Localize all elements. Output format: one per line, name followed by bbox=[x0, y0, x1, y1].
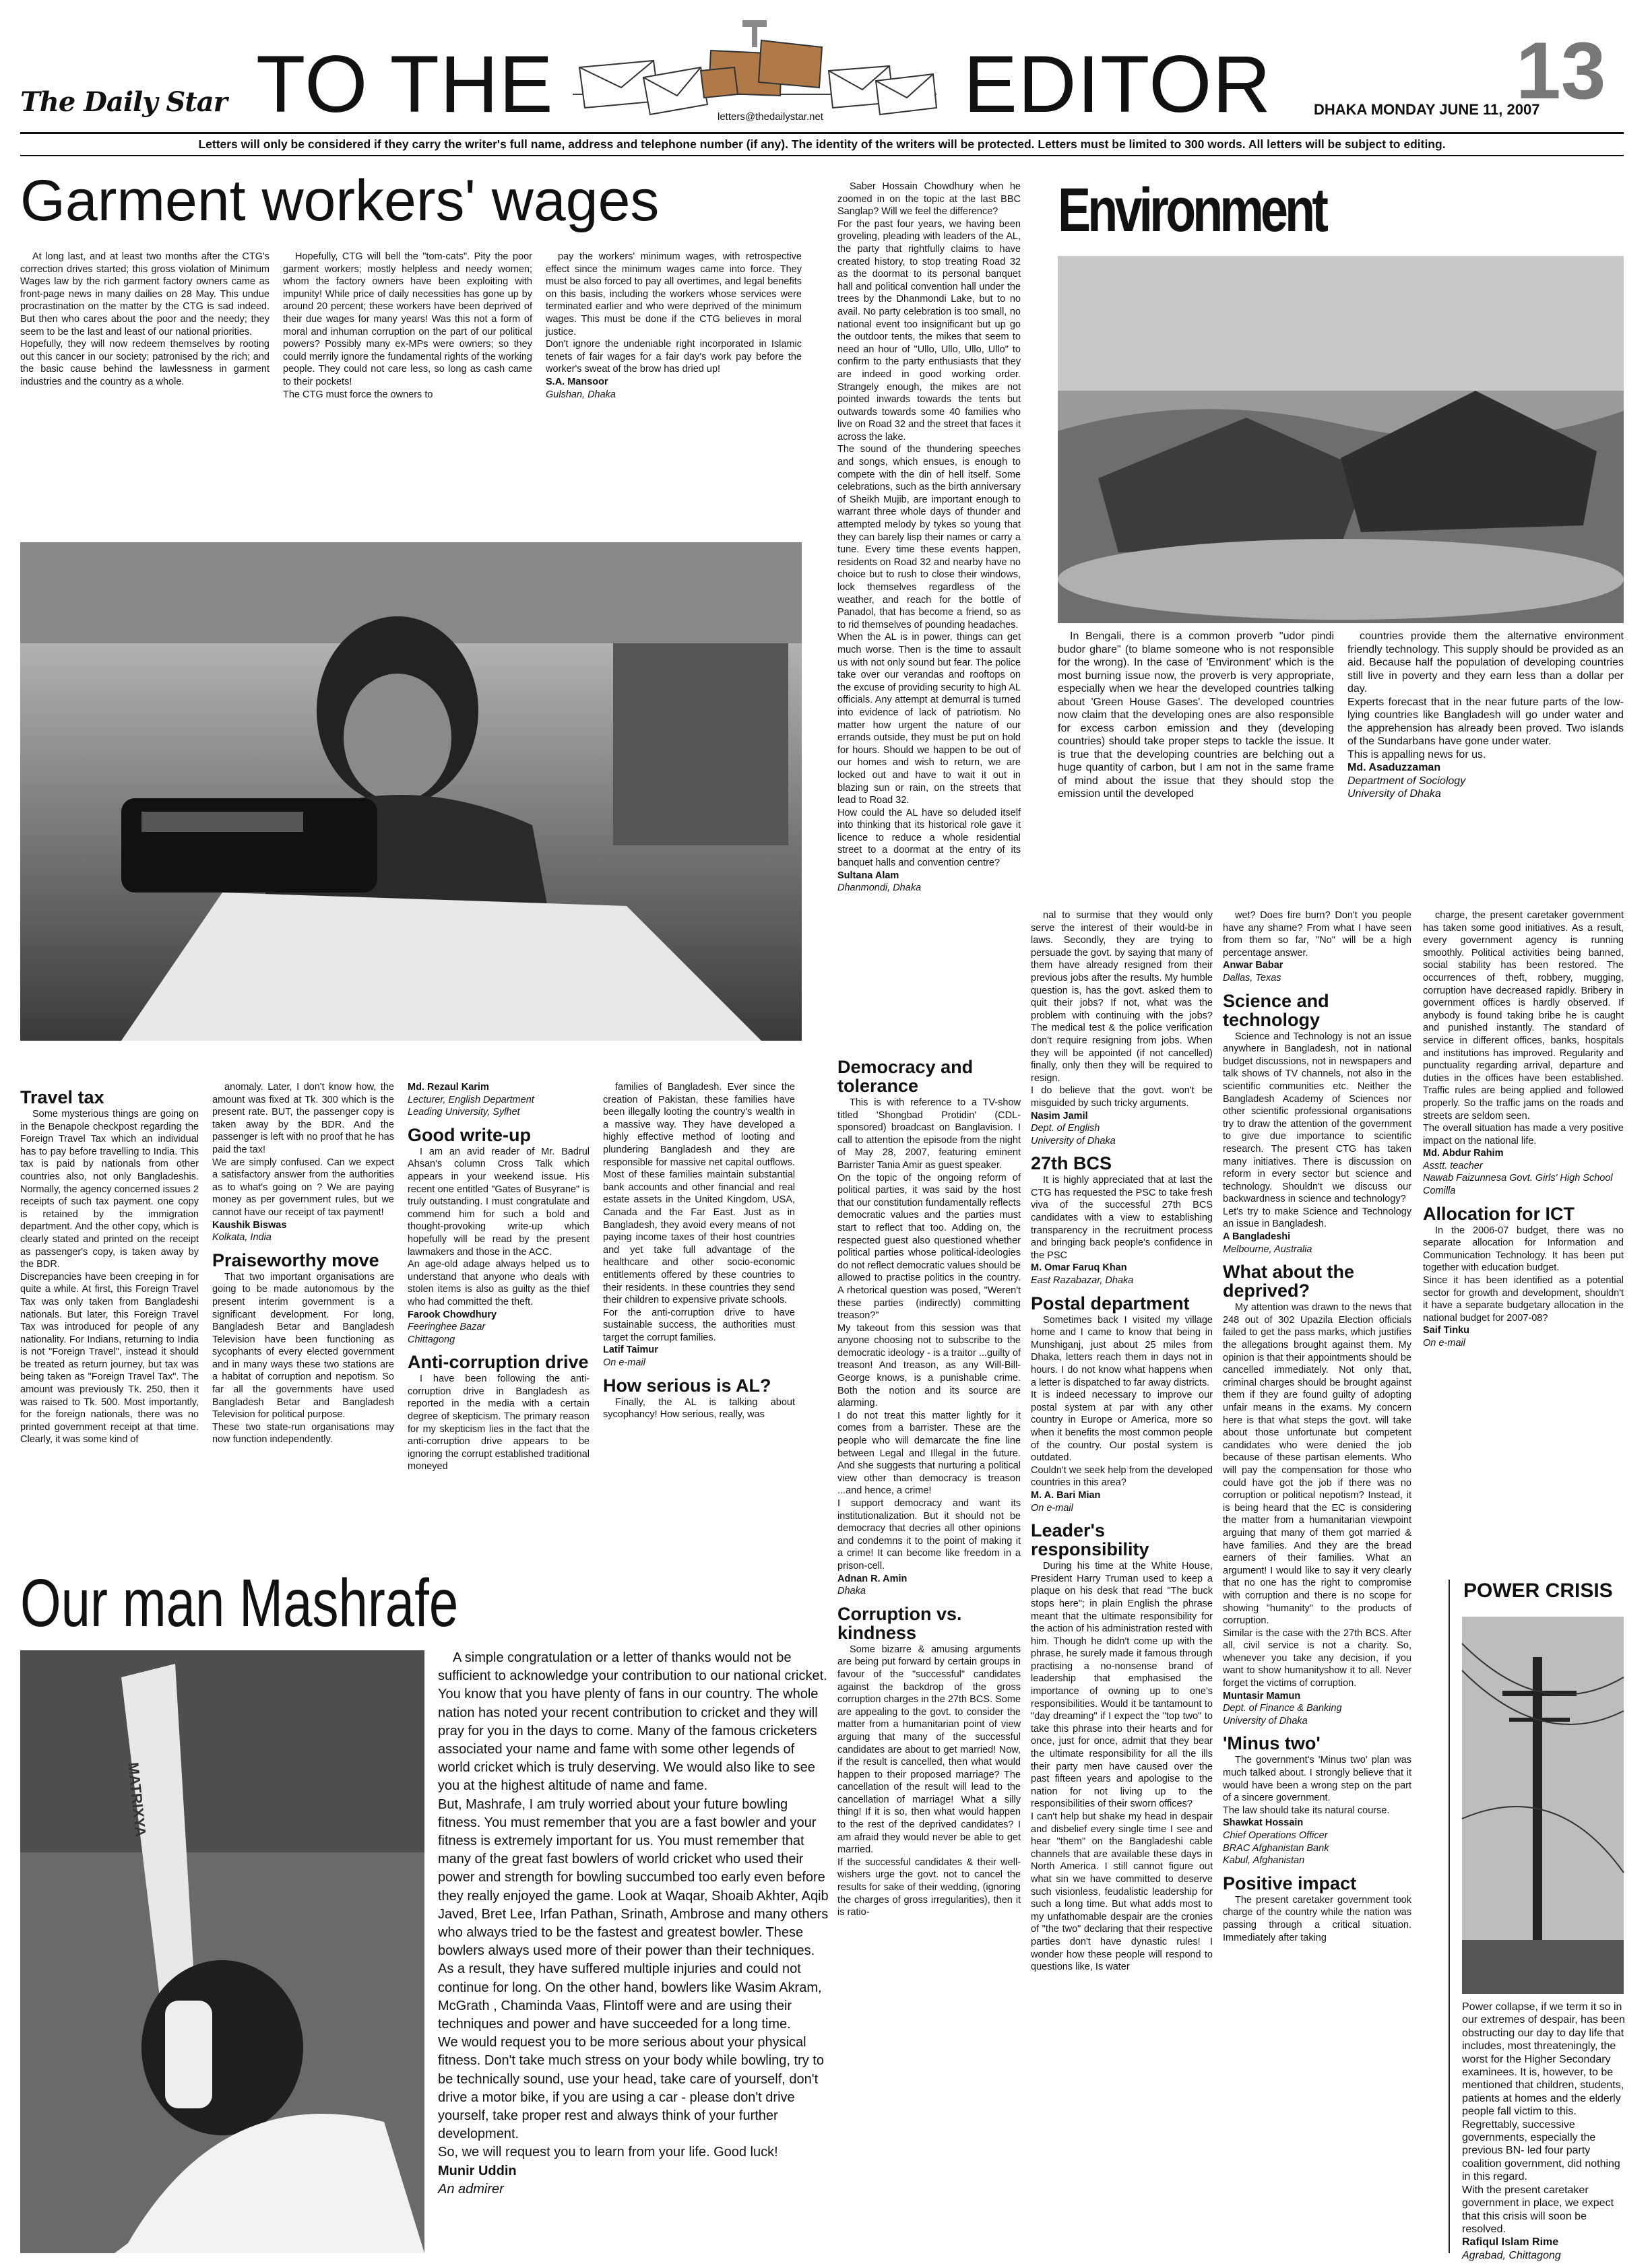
deprived-text: My attention was drawn to the news that 248 out of 302 Upazila Election officials failed to get the pass marks, which justifies the allegations brought against them. My opinion is that their appointments should be cancelled immediately. Not only that, criminal charges should be brought against them if they are found guilty of adopting unfair means in the exams. My concern here is that what steps the govt. will take about those unfortunate but competent candidates who were denied the job because of these partisan elements. Who will pay the compensation for those who could have got the job if there was no corruption or political nepotism? Instead, it is being heard that the EC is considering the matter from a humanitarian viewpoint arguing that many of them got married & have families. And they are the bread earners of their families. What an argument! I would like to say it very clearly that no one has the right to compromise with corruption and there is no scope for showing "humanity" to the products of corruption. Similar is the case with the 27th BCS. After all, civil service is not a charity. So, whenever you take any decision, if you want to show humanityshow it to all. Never forget the victims of corruption. bbox=[1223, 1302, 1411, 1689]
travel-tax-location: Kolkata, India bbox=[212, 1232, 272, 1243]
science-location: Melbourne, Australia bbox=[1223, 1243, 1312, 1255]
minus-two-headline: 'Minus two' bbox=[1223, 1733, 1321, 1754]
how-serious-headline: How serious is AL? bbox=[603, 1375, 771, 1396]
postal-headline: Postal department bbox=[1031, 1293, 1190, 1314]
dateline: DHAKA MONDAY JUNE 11, 2007 bbox=[1314, 101, 1540, 118]
praiseworthy-headline: Praiseworthy move bbox=[212, 1250, 379, 1270]
anti-corruption-location: On e-mail bbox=[603, 1357, 645, 1369]
travel-tax-text-a: Some mysterious things are going on in the Benapole checkpost regarding the Foreign Travel Tax which an individual has to pay before travelling to India. This tax is paid by nationals from other countries also, not only Bangladeshis. Normally, the agency concerned issues 2 receipts of such tax payment. one copy is retained by the immigration department. And the other copy, which is clearly stated and printed on the receipt as passenger's copy, is taken away by the BDR. Discrepancies have been creeping in for quite a while. At first, this Foreign Travel Tax was only taken from Bangladeshi nationals. But later, this Foreign Travel Tax was introduced for people of any nationality. For Indians, returning to India is not "Foreign Travel", instead it should be treated as return journey, but tax was being taken as "Foreign Travel Tax". The amount was previously Tk. 250, then it was raised to Tk. 500. Most importantly, for the foreign nationals, there was no printed government receipt at that time. Clearly, it was some kind of bbox=[20, 1109, 199, 1446]
power-crisis-text: Power collapse, if we term it so in our extremes of despair, has been obstructing our day to day life that includes, most threateningly, the worst for the Higher Secondary examinees. It is, however, to be mentioned that children, students, patients at homes and the elderly people fall victim to this. Regrettably, successive governments, especially the previous BN- led four party coalition government, did nothing in this regard. With the present caretaker government in place, we expect that this crisis will soon be resolved. bbox=[1462, 2001, 1625, 2235]
power-crisis-box bbox=[1449, 1580, 1626, 2261]
good-writeup-headline: Good write-up bbox=[408, 1124, 531, 1145]
bcs27-headline: 27th BCS bbox=[1031, 1153, 1112, 1174]
mashrafe-photo bbox=[20, 1650, 424, 2253]
mashrafe-signature: Munir Uddin bbox=[438, 2163, 517, 2178]
letters-col-5 bbox=[837, 1051, 1021, 2257]
corruption-kindness-location: Dept. of English University of Dhaka bbox=[1031, 1123, 1116, 1146]
garment-location: Gulshan, Dhaka bbox=[546, 389, 616, 400]
masthead bbox=[0, 0, 1652, 141]
environment-photo bbox=[1058, 256, 1624, 623]
deprived-location: Dept. of Finance & Banking University of Dhaka bbox=[1223, 1703, 1342, 1726]
center-column-text: Saber Hossain Chowdhury when he zoomed in on the topic at the last BBC Sanglap? Will we feel the difference? For the past four years, we having been groveling, pleading with leaders of the AL, the party that rightfully claims to have created history, to stop treating Road 32 as the doormat to its personal banquet hall and political convention hall under the trees by the Dhanmondi Lake, but to no avail. No party celebration is too small, no national event too insignificant but up go the outdoor tents, the mikes that seem to need an hour of "Ullo, Ullo, Ullo, Ullo" to confirm to the party enthusiasts that they are indeed in good working order. Strangely enough, the mikes are not pointed inwards towards the tents but outwards towards some 40 families who live on Road 32 and the street that faces it across the lake. The sound of the thundering speeches and songs, which ensues, is enough to compete with the din of hell itself. Some celebrations, such as the birth anniversary of Sheikh Mujib, are important enough to warrant three whole days of thunder and attempted melody by tykes so young that they can barely lisp their names or carry a tune. Every time these events happen, residents on Road 32 and nearby have no choice but to rush to close their windows, lock themselves regardless of the weather, and reach for the bottle of Panadol, that has become a friend, so as to rid themselves of pounding headaches. When the AL is in power, things can get much worse. Then is the time to assault us with not only sound but fear. The police take over our verandas and rooftops on the excuse of providing security to high AL officials. Any attempt at demurral is turned into evidence of lack of patriotism. No matter how urgent the nature of our errands outside, they must be put on hold for hours. Should we happen to be out of our homes and wish to return, we are locked out and have to wait it out in blazing sun or rain, on the streets that lead to Road 32. How could the AL have so deluded itself into thinking that its historical role gave it licence to reduce a whole residential street to a doormat at the entry of its banquet halls and convention centre? bbox=[837, 181, 1021, 869]
democracy-signature: Adnan R. Amin bbox=[837, 1573, 908, 1584]
praiseworthy-signature: Md. Rezaul Karim bbox=[408, 1082, 489, 1093]
postal-signature: M. A. Bari Mian bbox=[1031, 1489, 1101, 1501]
good-writeup-signature: Farook Chowdhury bbox=[408, 1309, 497, 1320]
power-crisis-body bbox=[1462, 2001, 1626, 2261]
science-headline: Science and technology bbox=[1223, 990, 1329, 1030]
garment-signature: S.A. Mansoor bbox=[546, 376, 608, 387]
corruption-kindness-text: Some bizarre & amusing arguments are being put forward by certain groups in favour of the "successful" candidates against the backdrop of the gross corruption charges in the 27th BCS. Some are appealing to the govt. to consider the matter from a humanitarian point of view arguing that many of the successful candidates are about to get married! Now, if the result is cancelled, then what would happen to their proposed marriage? The cancellation of the result will lead to the cancellation of marriage! What a silly thing! If it is so, then what would happen to the rest of the deprived candidates? I am afraid they would never be able to get married. If the successful candidates & their well-wishers urge the govt. not to cancel the results for sake of their wedding, (ignoring the charges of gross irregularities), then it is ratio- bbox=[837, 1644, 1021, 1918]
ict-headline: Allocation for ICT bbox=[1423, 1203, 1575, 1224]
letters-col-4 bbox=[603, 1081, 798, 1553]
mashrafe-body bbox=[438, 1649, 829, 2255]
leader-location: Dallas, Texas bbox=[1223, 972, 1281, 983]
leader-headline: Leader's responsibility bbox=[1031, 1520, 1149, 1560]
center-column-location: Dhanmondi, Dhaka bbox=[837, 882, 922, 894]
center-column bbox=[837, 181, 1021, 1049]
ict-text: In the 2006-07 budget, there was no separate allocation for Information and Communication Technology. It has been put together with education budget. Since it has been identified as a potential sector for growth and development, shouldn't it have a separate budgetary allocation in the national budget for 2007-08? bbox=[1423, 1225, 1624, 1324]
deprived-headline: What about the deprived? bbox=[1223, 1262, 1354, 1301]
corruption-kindness-signature: Nasim Jamil bbox=[1031, 1110, 1088, 1122]
bcs27-location: East Razabazar, Dhaka bbox=[1031, 1275, 1134, 1287]
minus-two-text: The government's 'Minus two' plan was much talked about. I strongly believe that it would have been a wrong step on the part of a sincere government. The law should take its natural course. bbox=[1223, 1755, 1411, 1816]
bcs27-text: It is highly appreciated that at last the CTG has requested the PSC to take fresh viva of the successful 27th BCS candidates with a view to establishing transparency in the recruitment process and bringing back people's confidence in the PSC bbox=[1031, 1175, 1216, 1261]
minus-two-signature: Shawkat Hossain bbox=[1223, 1817, 1304, 1829]
garment-col-2 bbox=[283, 251, 532, 540]
title-to-the: TO THE bbox=[256, 39, 554, 129]
letters-col-6 bbox=[1031, 909, 1216, 2257]
anti-corruption-text-b: families of Bangladesh. Ever since the creation of Pakistan, these families have been illegally looting the country's wealth in a massive way. They have developed a highly effective method of looting and plundering Bangladesh and they are responsible for massive net capital outflows. Most of these families maintain substantial bank accounts and other financial and real estate assets in the United Kingdom, USA, Canada and the Far East. Just as in Bangladesh, they avoid every means of not paying income taxes of their host countries and yet take full advantage of the healthcare and other socio-economic entitlements offered by these countries to their residents. In these countries they send their children to expensive private schools. For the anti-corruption drive to have sustainable success, the authorities must target the corrupt families. bbox=[603, 1082, 795, 1343]
travel-tax-text-b: anomaly. Later, I don't know how, the amount was fixed at Tk. 300 which is the present rate. BUT, the passenger copy is taken away by the BDR. And the passenger is left with no proof that he has paid the tax! We are simply confused. Can we expect a satisfactory answer from the authorities as to what's going on ? We are paying money as per government rules, but we cannot have our receipt of tax payment! bbox=[212, 1082, 394, 1218]
sewing-machine-photo-icon bbox=[20, 542, 802, 1041]
science-text: Science and Technology is not an issue anywhere in Bangladesh, not in national budget discussions, not in newspapers and talk shows of TV channels, not also in the scientific communities etc. Neither the Bangladesh Academy of Sciences nor other scientific professional organisations try to draw the attention of the government to give due importance to scientific research. The present CTG has taken many initiatives. There is discussion on reform in every sector but science and technology. Shouldn't we discuss our backwardness in science and technology? Let's try to make Science and Technology an issue in Bangladesh. bbox=[1223, 1031, 1411, 1230]
corruption-kindness-continued: nal to surmise that they would only serve the interest of their would-be in laws. Secondly, they are trying to persuade the govt. by saying that many of them have already resigned from their previous jobs after the results. My humble question is, has the govt. asked them to quit their jobs? If not, what was the problem with continuing with the jobs? The medical test & the police verification don't require resigning from jobs. When they will be appointed (if not cancelled) finally, only then they will be required to resign. I do believe that the govt. won't be misguided by such tricky arguments. bbox=[1031, 910, 1213, 1109]
positive-headline: Positive impact bbox=[1223, 1873, 1357, 1893]
ict-signature: Saif Tinku bbox=[1423, 1325, 1470, 1336]
positive-continued: charge, the present caretaker government has taken some good initiatives. As a result, every government agency is running smoothly. Political activities being banned, social stability has been restored. The occurrences of theft, robbery, mugging, corruption have decreased rapidly. Bribery in government offices is hardly observed. If anybody is found taking bribe he is caught and punished instantly. The standard of service in different offices, banks, hospitals and institutions has improved. Regularity and punctuality regarding arrival, departure and duties in the offices have been established. Traffic rules are being applied and followed properly. So the traffic jams on the roads and streets are seldom seen. The overall situation has made a very positive impact on the national life. bbox=[1423, 910, 1624, 1146]
garment-headline: Garment workers' wages bbox=[20, 168, 660, 233]
praiseworthy-text: That two important organisations are going to be made autonomous by the present interim government is a significant development. For long, Bangladesh Betar and Bangladesh Television have been functioning as sycophants of every elected government and in many ways these two stations are a habitat of corruption and nepotism. So far all the governments have used Bangladesh Betar and Bangladesh Television for political purpose. These two state-run organisations may now function independently. bbox=[212, 1271, 394, 1446]
letters-col-2 bbox=[212, 1081, 394, 1553]
positive-text: The present caretaker government took charge of the country while the nation was passing through a critical situation. Immediately after taking bbox=[1223, 1894, 1415, 1943]
environment-text-1: In Bengali, there is a common proverb "udor pindi budor ghare" (to blame someone who is not responsible for the wrong). In the case of 'Environment' which is the most burning issue now, the proverb is very appropriate, especially when we hear the developed countries talking about 'Green House Gases'. The developed countries now claim that the developing ones are also responsible for excess carbon emission and they (developing countries) should take proper steps to tackle the issue. It is true that the developing countries are belching out a huge quantity of carbon, but I am not in the same frame of mind about the issue that they should stop the emission until the developed bbox=[1058, 630, 1337, 800]
garment-text-3: pay the workers' minimum wages, with retrospective effect since the minimum wages came into force. They must be also forced to pay all overtimes, and legal benefits on this basis, including the workers whose services were terminated earlier and who were deprived of the minimum wages. This must be done if the CTG believes in moral justice. Don't ignore the undeniable right incorporated in Islamic tenets of fair wages for a fair day's work pay before the worker's sweat of the brow has dried up! bbox=[546, 251, 802, 375]
power-crisis-location: Agrabad, Chittagong bbox=[1462, 2249, 1561, 2261]
garment-col-3 bbox=[546, 251, 802, 540]
science-signature: A Bangladeshi bbox=[1223, 1231, 1291, 1243]
environment-location: Department of Sociology University of Dhaka bbox=[1347, 775, 1466, 800]
travel-tax-headline: Travel tax bbox=[20, 1087, 104, 1107]
cricketer-photo-icon bbox=[20, 1650, 424, 2253]
deprived-signature: Muntasir Mamun bbox=[1223, 1690, 1301, 1702]
postal-location: On e-mail bbox=[1031, 1502, 1073, 1514]
page-number: 13 bbox=[1516, 26, 1606, 116]
letters-col-3 bbox=[408, 1081, 593, 1553]
letters-col-8 bbox=[1423, 909, 1624, 1495]
garment-text-1: At long last, and at least two months after the CTG's correction drives started; this gross violation of Minimum Wages law by the rich garment factory owners came as front-page news in many dailies on 28 May. This undue procrastination on the matter by the CTG is sad indeed. But then who cares about the poor and the needy; they seem to be the last and least of our national priorities. Hopefully, they will now redeem themselves by rooting out this cancer in our society; patronised by the rich; and the basic cause behind the lawlessness in garment industries and the country as a whole. bbox=[20, 251, 269, 387]
corruption-kindness-headline: Corruption vs. kindness bbox=[837, 1603, 962, 1643]
flood-photo-icon bbox=[1058, 256, 1624, 623]
environment-col-1 bbox=[1058, 630, 1337, 886]
center-column-signature: Sultana Alam bbox=[837, 870, 899, 881]
environment-signature: Md. Asaduzzaman bbox=[1347, 762, 1441, 773]
masthead-rule bbox=[20, 132, 1624, 134]
bat-brand: MATRIXYA bbox=[125, 1761, 150, 1838]
power-crisis-signature: Rafiqul Islam Rime bbox=[1462, 2236, 1559, 2248]
how-serious-text: Finally, the AL is talking about sycophancy! How serious, really, was bbox=[603, 1396, 798, 1421]
mashrafe-headline: Our man Mashrafe bbox=[20, 1565, 459, 1641]
environment-col-2 bbox=[1347, 630, 1624, 886]
garment-text-2: Hopefully, CTG will bell the "tom-cats". Pity the poor garment workers; mostly helpless and needy women; whom the factory owners have been exploiting with impunity! While price of daily necessities has gone up by around 20 percent; these workers have been deprived of their due wages for many years! Was this not a form of moral and inhuman corruption on the part of our political powers? Possibly many ex-MPs were owners; so they could merrily ignore the fundamental rights of the working people. They could not care less, so long as cash came to their pockets! The CTG must force the owners to bbox=[283, 251, 532, 400]
good-writeup-location: Feeringhee Bazar Chittagong bbox=[408, 1322, 486, 1345]
praiseworthy-location: Lecturer, English Department Leading University, Sylhet bbox=[408, 1094, 534, 1118]
anti-corruption-headline: Anti-corruption drive bbox=[408, 1352, 589, 1373]
letters-col-1 bbox=[20, 1081, 199, 1553]
leader-signature: Anwar Babar bbox=[1223, 960, 1283, 971]
minus-two-location: Chief Operations Officer BRAC Afghanistan Bank Kabul, Afghanistan bbox=[1223, 1830, 1329, 1867]
title-editor: EDITOR bbox=[963, 39, 1272, 129]
mashrafe-location: An admirer bbox=[438, 2181, 504, 2197]
anti-corruption-text-a: I have been following the anti-corruption drive in Bangladesh as reported in the media with a certain degree of skepticism. The primary reason for my skepticism lies in the fact that the anti-corruption drive appears to be ignoring the corrupt established traditional moneyed bbox=[408, 1373, 593, 1472]
leader-text: During his time at the White House, President Harry Truman used to keep a plaque on his desk that read "The buck stops here"; in plain English the phrase meant that the ultimate responsibility for the action of his administration rested with him. Though he didn't come up with the phrase, he surely made it famous through practising a no-nonsense brand of leadership that emphasised the importance of owning up to one's responsibilities. Would it be tantamount to "day dreaming" if I expect the "top two" to take this phrase into their hearts and for once, just for once, admit that they bear the ultimate responsibility for all the ills their party men have caused over the past fifteen years and apologise to the nation for not living up to the responsibilities of their sworn offices? I can't help but shake my head in despair and disbelief every single time I see and hear "them" on the Bangladeshi cable channels that are available these days in North America. I still cannot figure out what sin we have committed to deserve such visionless, feudalistic leadership for such a long time. But what adds most to my unfathomable despair are the cronies of "the two" declaring that their respective parties don't have dynastic rules! I wonder how these people will respond to questions like, Is water bbox=[1031, 1561, 1213, 1973]
notice-rule bbox=[20, 155, 1624, 156]
travel-tax-signature: Kaushik Biswas bbox=[212, 1219, 287, 1231]
democracy-text: This is with reference to a TV-show titled 'Shongbad Protidin' (CDL-sponsored) broadcast on Banglavision. I call to attention the episode from the night of May 28, 2007, featuring eminent Barrister Tania Amir as guest speaker. On the topic of the ongoing reform of political parties, it was said by the host that our constitution fundamentally reflects democratic values and the parties must start to reflect that too. Adding on, the respected guest also questioned whether political parties whose political-ideologies do not reflect democratic values should be allowed to practise politics in the country. A rhetorical question was posed, "Weren't these parties (indirectly) committing treason?" My takeout from this session was that anyone choosing not to subscribe to the democratic ideology - is a traitor ...guilty of treason! And treason, as any Will-Bill-George knows, is a punishable crime. Both the notion and its source are alarming. I do not treat this matter lightly for it comes from a barrister. These are the people who will demarcate the fine line between Legal and Illegal in the future. And she suggests that nurturing a political view other than democracy is treason ...and hence, a crime! I support democracy and want its institutionalization. But it should not be democracy that decries all other opinions and condemns it to the point of making it a crime! It can become like freedom in a prison-cell. bbox=[837, 1097, 1021, 1572]
email-address[interactable]: letters@thedailystar.net bbox=[718, 111, 823, 123]
ict-location: On e-mail bbox=[1423, 1338, 1465, 1349]
environment-text-2: countries provide them the alternative environment friendly technology. This supply should be provided as an aid. Because half the population of developing countries still live in poverty and they earn less than a dollar per day. Experts forecast that in the near future parts of the low-lying countries like Bangladesh will go under water and the apprehension has already been proved. Two islands of the Sundarbans have gone under water. This is appalling news for us. bbox=[1347, 630, 1624, 760]
power-crisis-headline: POWER CRISIS bbox=[1463, 1580, 1613, 1602]
postal-text: Sometimes back I visited my village home and I came to know that being in Munshiganj, just about 25 miles from Dhaka, letters reach them in days not in hours. I do not know what happens when a letter is dispatched to far away districts. It is indeed necessary to improve our postal system at par with any other country in Europe or America, more so when it benefits the most common people of the country. Our postal system is outdated. Couldn't we seek help from the developed countries in this area? bbox=[1031, 1314, 1213, 1489]
power-lines-photo-icon bbox=[1462, 1617, 1624, 1994]
anti-corruption-signature: Latif Taimur bbox=[603, 1344, 658, 1356]
environment-headline: Environment bbox=[1058, 176, 1326, 245]
power-crisis-photo bbox=[1462, 1617, 1624, 1994]
positive-signature: Md. Abdur Rahim bbox=[1423, 1148, 1504, 1159]
bcs27-signature: M. Omar Faruq Khan bbox=[1031, 1262, 1127, 1274]
leader-continued: wet? Does fire burn? Don't you people have any shame? From what I have seen from them so far, "No" will be a high percentage answer. bbox=[1223, 910, 1415, 959]
mashrafe-text: A simple congratulation or a letter of thanks would not be sufficient to acknowledge your contribution to our national cricket. You know that you have plenty of fans in our country. The whole nation has noted your recent contribution to cricket and they will pray for you in the days to come. Many of the famous cricketers associated your name and fame with some other legends of world cricket which is truly deserving. We would also like to see you at the highest altitude of name and fame. But, Mashrafe, I am truly worried about your future bowling fitness. You must remember that you are a fast bowler and your fitness is extremely important for us. You must remember that many of the great fast bowlers of world cricket who used their power and strength for bowling succumbed too early even before they really enjoyed the game. Look at Waqar, Shoaib Akhter, Aqib Javed, Bret Lee, Irfan Pathan, Srinath, Ambrose and many others who always tried to be the fastest and greatest bowler. These bowlers always used more of their power than their techniques. As a result, they have suffered multiple injuries and could not continue for long. On the other hand, bowlers like Wasim Akram, McGrath , Chaminda Vaas, Flintoff were and are using their techniques and power and have succeeded for a long time. We would request you to be more serious about your physical fitness. Don't take much stress on your body while bowling, try to be technically sound, use your head, take care of yourself, don't drive a motor bike, if you are using a car - please don't drive yourself, take proper rest and always think of your further development. So, we will request you to learn from your life. Good luck! bbox=[438, 1650, 829, 2160]
garment-photo bbox=[20, 542, 802, 1041]
garment-col-1 bbox=[20, 251, 269, 540]
letters-col-7 bbox=[1223, 909, 1415, 2257]
editorial-notice: Letters will only be considered if they carry the writer's full name, address and telephone number (if any). The identity of the writers will be protected. Letters must be limited to 300 words. All letters will be subject to editing. bbox=[198, 137, 1446, 151]
democracy-headline: Democracy and tolerance bbox=[837, 1057, 974, 1096]
positive-location: Asstt. teacher Nawab Faizunnesa Govt. Girls' High School Comilla bbox=[1423, 1160, 1613, 1197]
good-writeup-text: I am an avid reader of Mr. Badrul Ahsan's column Cross Talk which appears in your weekend issue. His recent one entitled "Gates of Busyrane" is truly outstanding. I must congratulate and commend him for such a bold and thought-provoking write-up which hopefully will be read by the present lawmakers and those in the ACC. An age-old adage always helped us to understand that anyone who deals with stolen items is also as guilty as the thief who had committed the theft. bbox=[408, 1146, 590, 1307]
logo: The Daily Star bbox=[20, 86, 227, 118]
democracy-location: Dhaka bbox=[837, 1586, 866, 1597]
